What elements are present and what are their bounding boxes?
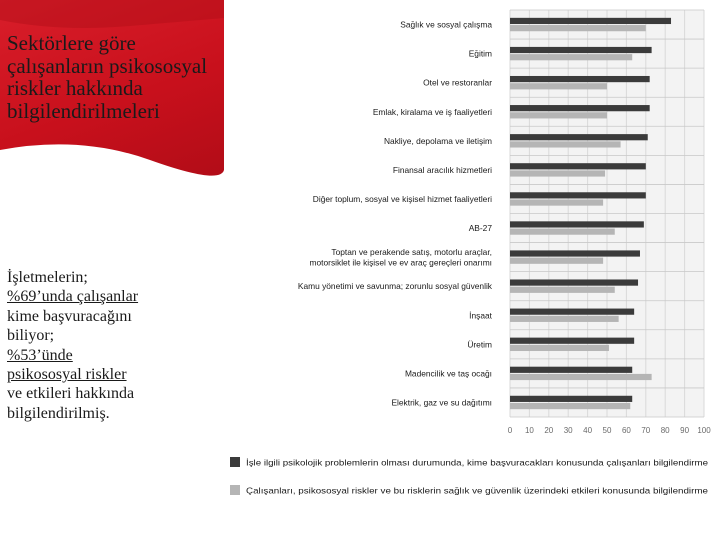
- category-label: Elektrik, gaz ve su dağıtımı: [391, 397, 492, 408]
- body-line-7: ve etkileri hakkında: [7, 385, 135, 403]
- category-label: AB-27: [468, 223, 492, 234]
- category-label: Finansal aracılık hizmetleri: [392, 164, 492, 175]
- x-tick-label: 0: [507, 426, 513, 435]
- bar-series-1: [510, 18, 671, 24]
- category-label: Emlak, kiralama ve iş faaliyetleri: [372, 106, 492, 117]
- bar-series-1: [510, 250, 640, 256]
- category-label: Üretim: [467, 339, 492, 350]
- bar-series-2: [510, 258, 603, 264]
- legend-swatch-1: [230, 457, 240, 467]
- bar-series-2: [510, 287, 615, 293]
- category-label: Nakliye, depolama ve iletişim: [384, 135, 492, 146]
- bar-series-2: [510, 345, 609, 351]
- body-line-4: biliyor;: [7, 327, 55, 345]
- body-line-2: %69’unda çalışanlar: [7, 288, 139, 306]
- bar-series-2: [510, 170, 605, 176]
- x-tick-label: 20: [544, 426, 554, 435]
- bar-series-1: [510, 47, 652, 53]
- x-tick-label: 100: [697, 426, 711, 435]
- bar-series-1: [510, 105, 650, 111]
- bar-series-1: [510, 134, 648, 140]
- bar-series-1: [510, 338, 634, 344]
- slide-title: Sektörlere göre çalışanların psikososyal riskler hakkında bilgilendirilmeleri: [7, 31, 208, 123]
- bar-series-1: [510, 279, 638, 285]
- x-tick-label: 90: [680, 426, 690, 435]
- bar-series-2: [510, 403, 630, 409]
- category-label: İnşaat: [469, 310, 492, 321]
- body-line-8: bilgilendirilmiş.: [7, 404, 110, 422]
- category-label: Toptan ve perakende satış, motorlu araçlar,: [331, 246, 492, 257]
- bar-series-2: [510, 199, 603, 205]
- bar-series-2: [510, 316, 619, 322]
- bar-series-1: [510, 309, 634, 315]
- bar-series-1: [510, 76, 650, 82]
- x-tick-label: 60: [621, 426, 631, 435]
- bar-series-2: [510, 229, 615, 235]
- legend-label-1: İşle ilgili psikolojik problemlerin olması durumunda, kime başvuracakları konusunda çalışanları bilgilendirme: [246, 458, 636, 468]
- body-line-5: %53’ünde: [7, 346, 73, 364]
- bar-series-2: [510, 374, 652, 380]
- bar-series-1: [510, 192, 646, 198]
- x-tick-label: 50: [602, 426, 612, 435]
- bar-series-2: [510, 141, 621, 147]
- bar-chart: [226, 0, 720, 540]
- x-tick-label: 70: [641, 426, 651, 435]
- bar-series-2: [510, 25, 646, 31]
- bar-series-2: [510, 83, 607, 89]
- x-tick-label: 30: [563, 426, 573, 435]
- x-tick-label: 80: [660, 426, 670, 435]
- x-tick-label: 40: [583, 426, 593, 435]
- category-label: Eğitim: [468, 48, 492, 59]
- x-tick-label: 10: [524, 426, 534, 435]
- chart-area: [226, 0, 720, 540]
- bar-series-1: [510, 396, 632, 402]
- category-label: Kamu yönetimi ve savunma; zorunlu sosyal güvenlik: [297, 281, 492, 292]
- bar-series-2: [510, 112, 607, 118]
- left-panel: [0, 0, 224, 540]
- bar-series-1: [510, 367, 632, 373]
- bar-series-1: [510, 221, 644, 227]
- bar-series-1: [510, 163, 646, 169]
- category-label: Sağlık ve sosyal çalışma: [400, 19, 492, 30]
- category-label: Otel ve restoranlar: [423, 77, 492, 88]
- body-line-3: kime başvuracağını: [7, 307, 132, 325]
- category-label: Diğer toplum, sosyal ve kişisel hizmet faaliyetleri: [312, 193, 492, 204]
- legend-label-2: Çalışanları, psikososyal riskler ve bu risklerin sağlık ve güvenlik üzerindeki etkileri konusunda bilgilendirme: [246, 486, 709, 496]
- bar-series-2: [510, 54, 632, 60]
- category-label: motorsiklet ile kişisel ve ev araç gereçleri onarımı: [309, 257, 492, 268]
- body-line-6: psikososyal riskler: [7, 366, 127, 384]
- legend-swatch-2: [230, 485, 240, 495]
- category-label: Madencilik ve taş ocağı: [404, 368, 492, 379]
- body-line-1: İşletmelerin;: [7, 269, 88, 286]
- slide-body: [7, 268, 219, 423]
